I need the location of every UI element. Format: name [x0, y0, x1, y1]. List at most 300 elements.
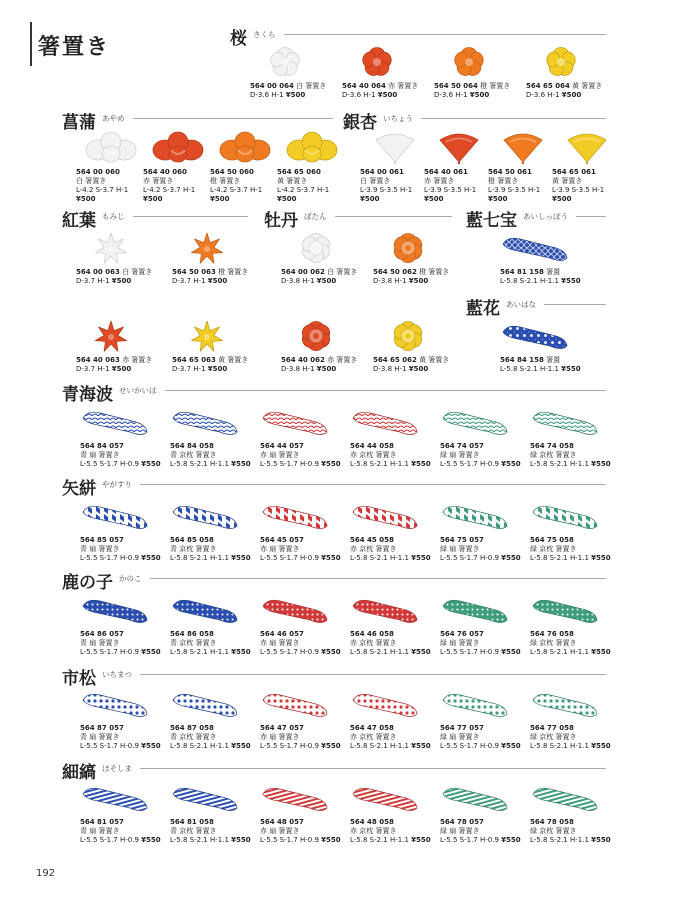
section-title: 矢絣 [62, 479, 96, 499]
product-item [80, 686, 176, 752]
product-price: ¥550 [321, 460, 341, 468]
product-item [170, 592, 266, 658]
section-rule [140, 768, 606, 769]
product-caption [350, 630, 431, 657]
product-price: ¥550 [321, 836, 341, 844]
product-desc: 青 扇 箸置き [80, 733, 120, 741]
chopstick-rest-photo [170, 686, 240, 722]
chopstick-rest-photo [170, 592, 240, 628]
chopstick-rest-photo [260, 404, 330, 440]
chopstick-rest-photo [440, 592, 510, 628]
product-price: ¥550 [231, 554, 251, 562]
product-size: L-3.9 S-3.5 H-1 [552, 186, 605, 194]
product-code: 564 44 058 [350, 442, 394, 450]
section-reading: ぼたん [304, 212, 327, 221]
product-desc: 赤 箸置き [388, 82, 419, 90]
product-desc: 青 京枕 箸置き [170, 639, 217, 647]
product-caption [530, 818, 611, 845]
product-caption [170, 818, 251, 845]
product-size: D-3.8 H-1 [281, 277, 315, 285]
section-rule [140, 484, 606, 485]
product-code: 564 50 063 橙 箸置き [172, 268, 249, 276]
product-item [80, 592, 176, 658]
product-size: L-5.8 S-2.1 H-1.1 [350, 648, 409, 656]
product-caption [500, 356, 581, 374]
product-code: 564 50 064 橙 箸置き [434, 82, 511, 90]
product-item [170, 404, 266, 470]
product-size: L-5.5 S-1.7 H-0.9 [440, 836, 499, 844]
product-price: ¥500 [408, 277, 429, 285]
section-reading: あやめ [102, 114, 125, 123]
product-item [172, 318, 268, 384]
product-code: 564 40 061 [424, 168, 468, 176]
product-desc: 白 箸置き [296, 82, 327, 90]
product-code: 564 87 058 [170, 724, 214, 732]
product-caption [76, 168, 128, 204]
product-price: ¥500 [285, 91, 306, 99]
product-caption [80, 630, 161, 657]
product-price: ¥550 [141, 554, 161, 562]
chopstick-rest-photo [440, 686, 510, 722]
product-item [260, 592, 356, 658]
product-desc: 緑 京枕 箸置き [530, 639, 577, 647]
product-item [530, 592, 626, 658]
product-desc: 赤 扇 箸置き [260, 827, 300, 835]
product-desc: 青 扇 箸置き [80, 639, 120, 647]
product-desc: 緑 京枕 箸置き [530, 451, 577, 459]
product-code: 564 77 057 [440, 724, 484, 732]
product-desc: 箸置 [546, 356, 561, 364]
section-reading: やがすり [102, 480, 132, 489]
product-desc: 赤 箸置き [143, 177, 174, 185]
product-size: D-3.7 H-1 [172, 277, 206, 285]
product-size: L-5.5 S-1.7 H-0.9 [80, 836, 139, 844]
product-price: ¥500 [111, 277, 132, 285]
product-item [170, 780, 266, 846]
product-price: ¥550 [501, 648, 521, 656]
product-caption [434, 82, 510, 100]
section-reading: いちまつ [102, 670, 132, 679]
product-price: ¥550 [561, 277, 581, 285]
product-size: L-5.8 S-2.1 H-1.1 [350, 742, 409, 750]
product-code: 564 46 058 [350, 630, 394, 638]
section-title: 菖蒲 [62, 113, 96, 133]
product-item [373, 230, 469, 296]
product-caption [277, 168, 329, 204]
product-caption [260, 818, 341, 845]
chopstick-rest-photo [260, 592, 330, 628]
product-desc: 橙 箸置き [488, 177, 519, 185]
icho-rest-photo [488, 130, 558, 166]
product-item [80, 780, 176, 846]
product-caption [342, 82, 418, 100]
product-item [530, 686, 626, 752]
product-code: 564 40 064 赤 箸置き [342, 82, 419, 90]
product-caption [440, 536, 521, 563]
ayame-rest-photo [210, 130, 280, 166]
product-desc: 青 京枕 箸置き [170, 827, 217, 835]
product-caption [210, 168, 262, 204]
section-title: 市松 [62, 669, 96, 689]
section-reading: あいしっぽう [523, 212, 568, 221]
section-rule [165, 390, 607, 391]
product-desc: 青 扇 箸置き [80, 451, 120, 459]
product-item [76, 230, 172, 296]
section-rule [284, 34, 607, 35]
product-size: D-3.6 H-1 [526, 91, 560, 99]
product-item [277, 130, 373, 203]
product-code: 564 85 058 [170, 536, 214, 544]
chopstick-rest-photo [80, 780, 150, 816]
product-item [350, 686, 446, 752]
product-size: L-3.9 S-3.5 H-1 [360, 186, 413, 194]
product-desc: 黄 箸置き [218, 356, 249, 364]
product-caption [170, 536, 251, 563]
product-caption [170, 724, 251, 751]
product-size: L-5.8 S-2.1 H-1.1 [170, 554, 229, 562]
title-bar [30, 22, 32, 66]
product-caption [281, 356, 357, 374]
product-code: 564 00 060 [76, 168, 120, 176]
product-caption [80, 536, 161, 563]
product-code: 564 40 060 [143, 168, 187, 176]
product-desc: 緑 京枕 箸置き [530, 827, 577, 835]
product-size: L-5.5 S-1.7 H-0.9 [260, 836, 319, 844]
product-desc: 緑 京枕 箸置き [530, 545, 577, 553]
product-code: 564 81 058 [170, 818, 214, 826]
section-rule [421, 118, 606, 119]
product-code: 564 48 058 [350, 818, 394, 826]
product-caption [80, 442, 161, 469]
section-rule [133, 118, 334, 119]
product-size: L-5.5 S-1.7 H-0.9 [260, 460, 319, 468]
product-code: 564 86 058 [170, 630, 214, 638]
section-reading: いちょう [383, 114, 413, 123]
product-price: ¥550 [411, 554, 431, 562]
product-price: ¥500 [76, 195, 96, 203]
product-item [440, 498, 536, 564]
icho-rest-photo [360, 130, 430, 166]
product-item [260, 498, 356, 564]
product-code: 564 45 058 [350, 536, 394, 544]
product-code: 564 85 057 [80, 536, 124, 544]
sakura-rest-photo [434, 44, 504, 80]
chopstick-rest-photo [500, 318, 570, 354]
product-price: ¥550 [411, 648, 431, 656]
product-price: ¥500 [316, 277, 337, 285]
product-desc: 黄 箸置き [552, 177, 583, 185]
product-caption [80, 818, 161, 845]
product-code: 564 65 062 黄 箸置き [373, 356, 450, 364]
section-title: 桜 [230, 29, 247, 49]
chopstick-rest-photo [170, 780, 240, 816]
product-size: L-5.8 S-2.1 H-1.1 [530, 742, 589, 750]
product-desc: 青 扇 箸置き [80, 827, 120, 835]
product-size: D-3.6 H-1 [342, 91, 376, 99]
product-price: ¥500 [424, 195, 444, 203]
product-size: L-5.8 S-2.1 H-1.1 [170, 648, 229, 656]
product-size: L-3.9 S-3.5 H-1 [424, 186, 477, 194]
chopstick-rest-photo [260, 686, 330, 722]
product-desc: 赤 扇 箸置き [260, 639, 300, 647]
product-code: 564 77 058 [530, 724, 574, 732]
section-rule [150, 578, 607, 579]
product-item [250, 44, 346, 110]
product-price: ¥550 [591, 742, 611, 750]
product-item [530, 780, 626, 846]
product-size: L-4.2 S-3.7 H-1 [277, 186, 330, 194]
product-price: ¥500 [207, 277, 228, 285]
product-size: L-5.8 S-2.1 H-1.1 [350, 554, 409, 562]
product-desc: 青 扇 箸置き [80, 545, 120, 553]
chopstick-rest-photo [80, 686, 150, 722]
product-desc: 橙 箸置き [210, 177, 241, 185]
product-price: ¥550 [141, 648, 161, 656]
product-caption [260, 630, 341, 657]
product-item [440, 780, 536, 846]
product-desc: 青 京枕 箸置き [170, 545, 217, 553]
product-item [172, 230, 268, 296]
product-caption [530, 536, 611, 563]
momiji-rest-photo [172, 230, 242, 266]
product-code: 564 75 058 [530, 536, 574, 544]
product-price: ¥500 [552, 195, 572, 203]
product-desc: 青 京枕 箸置き [170, 451, 217, 459]
section-title: 藍七宝 [466, 211, 517, 231]
product-caption [440, 724, 521, 751]
chopstick-rest-photo [80, 404, 150, 440]
ayame-rest-photo [76, 130, 146, 166]
chopstick-rest-photo [440, 780, 510, 816]
product-code: 564 48 057 [260, 818, 304, 826]
product-caption [170, 442, 251, 469]
chopstick-rest-photo [350, 686, 420, 722]
product-desc: 緑 扇 箸置き [440, 451, 480, 459]
product-item [350, 404, 446, 470]
product-desc: 赤 扇 箸置き [260, 451, 300, 459]
section-rule [140, 674, 606, 675]
product-desc: 黄 箸置き [419, 356, 450, 364]
icho-rest-photo [552, 130, 622, 166]
product-desc: 黄 箸置き [277, 177, 308, 185]
product-price: ¥550 [591, 460, 611, 468]
product-desc: 赤 箸置き [327, 356, 358, 364]
product-caption [440, 442, 521, 469]
sakura-rest-photo [526, 44, 596, 80]
product-item [281, 318, 377, 384]
product-caption [526, 82, 602, 100]
product-caption [373, 356, 449, 374]
product-code: 564 46 057 [260, 630, 304, 638]
product-size: L-5.5 S-1.7 H-0.9 [440, 648, 499, 656]
product-desc: 緑 扇 箸置き [440, 733, 480, 741]
product-code: 564 84 058 [170, 442, 214, 450]
chopstick-rest-photo [530, 686, 600, 722]
product-size: L-5.8 S-2.1 H-1.1 [350, 836, 409, 844]
chopstick-rest-photo [350, 498, 420, 534]
momiji-rest-photo [172, 318, 242, 354]
product-price: ¥550 [321, 742, 341, 750]
product-item [530, 404, 626, 470]
chopstick-rest-photo [260, 498, 330, 534]
product-code: 564 50 060 [210, 168, 254, 176]
product-price: ¥500 [408, 365, 429, 373]
chopstick-rest-photo [350, 404, 420, 440]
product-size: L-5.5 S-1.7 H-0.9 [440, 460, 499, 468]
product-desc: 赤 京枕 箸置き [350, 545, 397, 553]
section-rule [335, 216, 453, 217]
product-desc: 橙 箸置き [218, 268, 249, 276]
product-desc: 赤 京枕 箸置き [350, 451, 397, 459]
product-caption [424, 168, 476, 204]
product-caption [530, 442, 611, 469]
product-caption [350, 724, 431, 751]
chopstick-rest-photo [530, 498, 600, 534]
product-caption [440, 630, 521, 657]
chopstick-rest-photo [170, 498, 240, 534]
product-caption [260, 724, 341, 751]
product-size: L-5.8 S-2.1 H-1.1 [530, 836, 589, 844]
product-size: D-3.8 H-1 [373, 365, 407, 373]
product-size: D-3.7 H-1 [76, 365, 110, 373]
product-price: ¥500 [360, 195, 380, 203]
botan-rest-photo [281, 318, 351, 354]
product-code: 564 81 057 [80, 818, 124, 826]
product-code: 564 65 063 黄 箸置き [172, 356, 249, 364]
product-code: 564 87 057 [80, 724, 124, 732]
section-title: 藍花 [466, 299, 500, 319]
product-size: D-3.8 H-1 [281, 365, 315, 373]
product-item [170, 686, 266, 752]
product-item [260, 686, 356, 752]
product-caption [170, 630, 251, 657]
product-desc: 赤 扇 箸置き [260, 733, 300, 741]
product-desc: 青 京枕 箸置き [170, 733, 217, 741]
section-reading: さくら [253, 30, 276, 39]
product-desc: 黄 箸置き [572, 82, 603, 90]
product-item [440, 404, 536, 470]
product-size: L-5.8 S-2.1 H-1.1 [170, 836, 229, 844]
product-size: L-5.5 S-1.7 H-0.9 [80, 742, 139, 750]
product-code: 564 50 061 [488, 168, 532, 176]
product-desc: 緑 扇 箸置き [440, 545, 480, 553]
product-caption [530, 630, 611, 657]
product-caption [530, 724, 611, 751]
product-size: L-3.9 S-3.5 H-1 [488, 186, 541, 194]
product-code: 564 45 057 [260, 536, 304, 544]
product-price: ¥500 [277, 195, 297, 203]
chopstick-rest-photo [440, 404, 510, 440]
product-caption [143, 168, 195, 204]
product-size: D-3.7 H-1 [172, 365, 206, 373]
chopstick-rest-photo [170, 404, 240, 440]
product-code: 564 50 062 橙 箸置き [373, 268, 450, 276]
product-price: ¥550 [411, 460, 431, 468]
product-desc: 赤 京枕 箸置き [350, 733, 397, 741]
product-item [350, 592, 446, 658]
product-caption [80, 724, 161, 751]
chopstick-rest-photo [440, 498, 510, 534]
product-size: L-5.5 S-1.7 H-0.9 [260, 742, 319, 750]
product-desc: 橙 箸置き [480, 82, 511, 90]
product-caption [172, 356, 248, 374]
product-price: ¥550 [321, 648, 341, 656]
section-title: 銀杏 [343, 113, 377, 133]
product-size: D-3.7 H-1 [76, 277, 110, 285]
product-price: ¥550 [231, 460, 251, 468]
chopstick-rest-photo [500, 230, 570, 266]
product-caption [350, 442, 431, 469]
product-price: ¥550 [231, 742, 251, 750]
chopstick-rest-photo [530, 780, 600, 816]
product-item [500, 318, 596, 384]
sakura-rest-photo [342, 44, 412, 80]
product-size: L-5.8 S-2.1 H-1.1 [500, 277, 559, 285]
product-item [76, 318, 172, 384]
section-reading: かのこ [119, 574, 142, 583]
product-size: L-5.8 S-2.1 H-1.1 [530, 648, 589, 656]
product-caption [250, 82, 326, 100]
product-price: ¥500 [143, 195, 163, 203]
page-title: 箸置き [38, 34, 111, 60]
product-code: 564 40 063 赤 箸置き [76, 356, 153, 364]
section-rule [576, 216, 606, 217]
product-code: 564 81 158 箸置 [500, 268, 561, 276]
product-size: L-5.8 S-2.1 H-1.1 [530, 460, 589, 468]
product-code: 564 86 057 [80, 630, 124, 638]
sakura-rest-photo [250, 44, 320, 80]
product-caption [76, 356, 152, 374]
product-price: ¥550 [141, 742, 161, 750]
product-desc: 白 箸置き [327, 268, 358, 276]
product-item [526, 44, 622, 110]
product-size: L-5.8 S-2.1 H-1.1 [350, 460, 409, 468]
product-price: ¥500 [111, 365, 132, 373]
product-price: ¥550 [501, 554, 521, 562]
section-rule [133, 216, 249, 217]
product-caption [360, 168, 412, 204]
product-item [350, 780, 446, 846]
product-price: ¥550 [411, 742, 431, 750]
chopstick-rest-photo [260, 780, 330, 816]
product-item [281, 230, 377, 296]
product-code: 564 78 058 [530, 818, 574, 826]
product-price: ¥500 [488, 195, 508, 203]
product-size: L-5.5 S-1.7 H-0.9 [80, 648, 139, 656]
product-price: ¥550 [141, 836, 161, 844]
product-price: ¥500 [207, 365, 228, 373]
product-caption [260, 536, 341, 563]
product-price: ¥550 [561, 365, 581, 373]
product-code: 564 65 061 [552, 168, 596, 176]
product-size: L-4.2 S-3.7 H-1 [210, 186, 263, 194]
section-reading: もみじ [102, 212, 125, 221]
product-price: ¥550 [591, 836, 611, 844]
product-desc: 橙 箸置き [419, 268, 450, 276]
chopstick-rest-photo [80, 498, 150, 534]
chopstick-rest-photo [530, 592, 600, 628]
product-item [500, 230, 596, 296]
product-price: ¥550 [411, 836, 431, 844]
product-desc: 赤 箸置き [424, 177, 455, 185]
section-reading: あいはな [506, 300, 536, 309]
product-price: ¥500 [210, 195, 230, 203]
product-size: L-5.5 S-1.7 H-0.9 [80, 460, 139, 468]
section-rule [544, 304, 606, 305]
ayame-rest-photo [143, 130, 213, 166]
product-desc: 白 箸置き [76, 177, 107, 185]
product-item [342, 44, 438, 110]
